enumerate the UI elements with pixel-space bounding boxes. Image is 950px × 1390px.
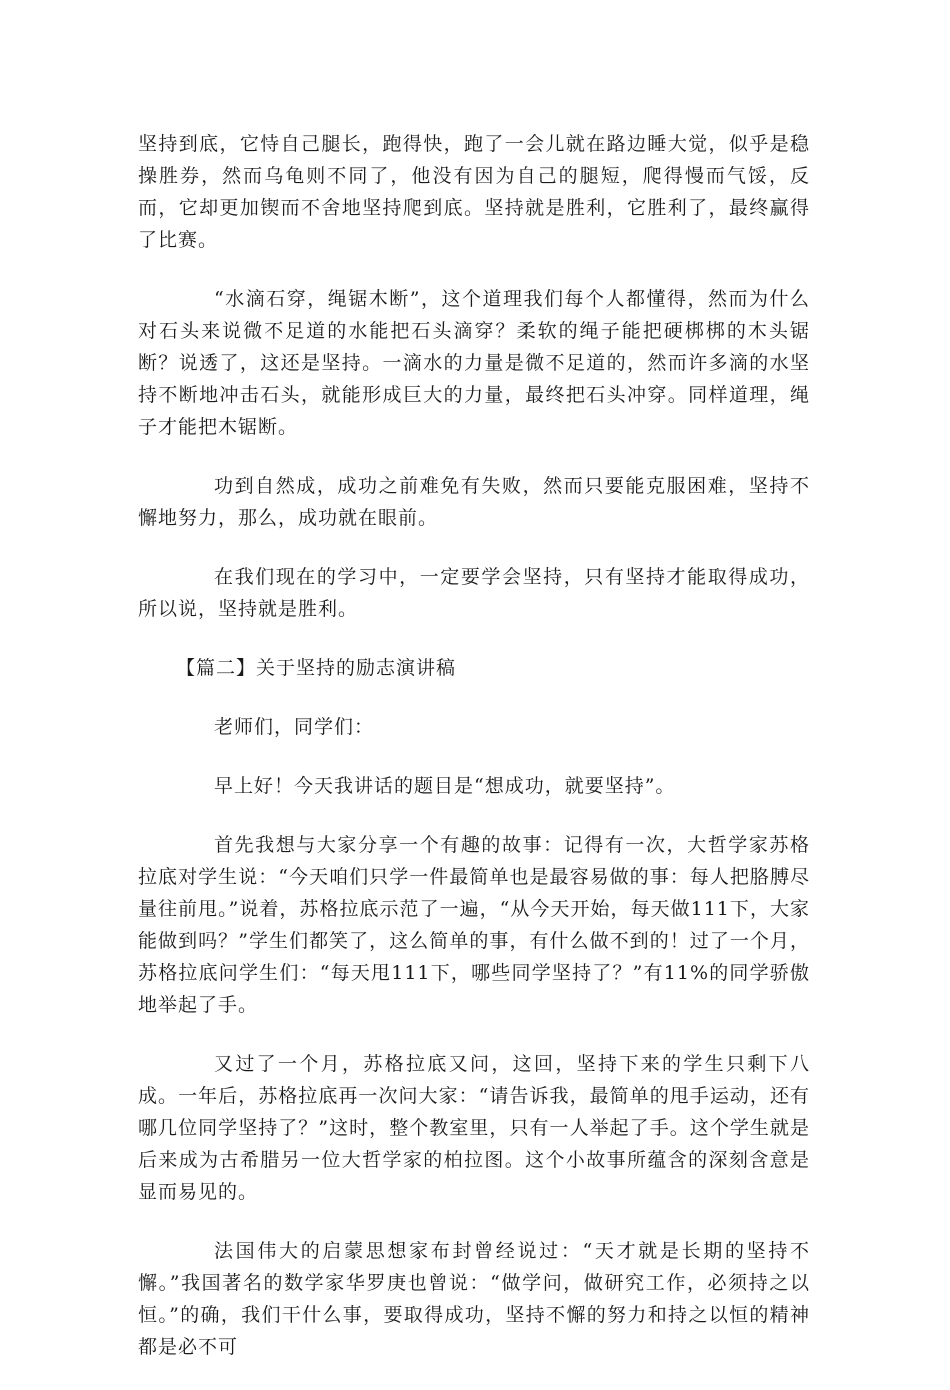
speech-greeting: 早上好！今天我讲话的题目是“想成功，就要坚持”。 [214, 775, 676, 797]
speech-salutation: 老师们，同学们： [214, 716, 375, 738]
speech-quotes: 法国伟大的启蒙思想家布封曾经说过：“天才就是长期的坚持不懈。”我国著名的数学家华罗庚也曾说：“做学问，做研究工作，必须持之以恒。”的确，我们干什么事，要取得成功，坚持不懈的努力和持之以恒的精神都是必不可 [138, 1240, 810, 1358]
speech-socrates-story: 首先我想与大家分享一个有趣的故事：记得有一次，大哲学家苏格拉底对学生说：“今天咱们只学一件最简单也是最容易做的事：每人把胳膊尽量往前甩。”说着，苏格拉底示范了一遍，“从今天开始，每天做111下，大家能做到吗？”学生们都笑了，这么简单的事，有什么做不到的！过了一个月，苏格拉底问学生们：“每天甩111下，哪些同学坚持了？”有11%的同学骄傲地举起了手。 [138, 834, 810, 1016]
paragraph-water-drop: “水滴石穿，绳锯木断”，这个道理我们每个人都懂得，然而为什么对石头来说微不足道的水能把石头滴穿？柔软的绳子能把硬梆梆的木头锯断？说透了，这还是坚持。一滴水的力量是微不足道的，然而许多滴的水坚持不断地冲击石头，就能形成巨大的力量，最终把石头冲穿。同样道理，绳子才能把木锯断。 [138, 288, 810, 438]
paragraph-success-effort: 功到自然成，成功之前难免有失败，然而只要能克服困难，坚持不懈地努力，那么，成功就在眼前。 [138, 475, 810, 529]
document-body [138, 128, 810, 1390]
paragraph-study-persist: 在我们现在的学习中，一定要学会坚持，只有坚持才能取得成功，所以说，坚持就是胜利。 [138, 566, 810, 620]
speech-plato-story: 又过了一个月，苏格拉底又问，这回，坚持下来的学生只剩下八成。一年后，苏格拉底再一次问大家：“请告诉我，最简单的甩手运动，还有哪几位同学坚持了？”这时，整个教室里，只有一人举起了手。这个学生就是后来成为古希腊另一位大哲学家的柏拉图。这个小故事所蕴含的深刻含意是显而易见的。 [138, 1053, 810, 1203]
paragraph-tortoise-hare: 坚持到底，它恃自己腿长，跑得快，跑了一会儿就在路边睡大觉，似乎是稳操胜券，然而乌龟则不同了，他没有因为自己的腿短，爬得慢而气馁，反而，它却更加锲而不舍地坚持爬到底。坚持就是胜利，它胜利了，最终赢得了比赛。 [138, 133, 810, 251]
section-heading: 【篇二】关于坚持的励志演讲稿 [176, 657, 457, 679]
